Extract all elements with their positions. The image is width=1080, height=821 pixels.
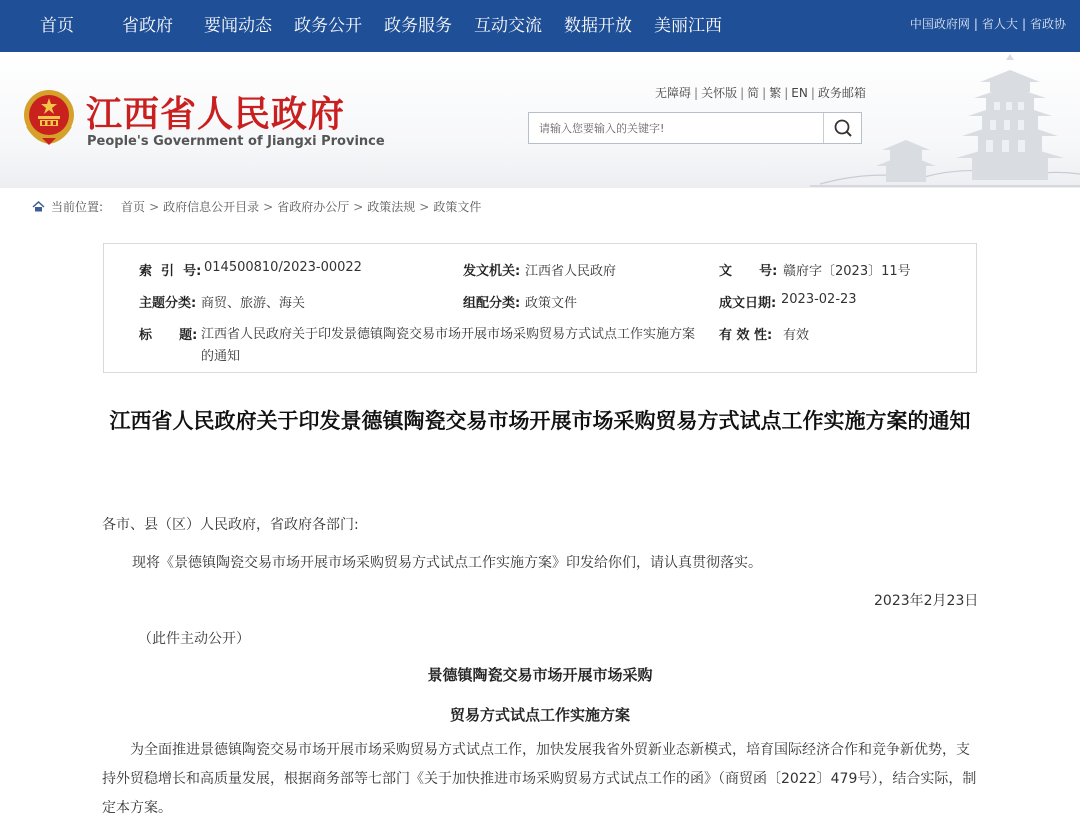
meta-issuer-value: 江西省人民政府 bbox=[525, 264, 617, 279]
document-metadata-table bbox=[103, 243, 977, 373]
plan-body-paragraph: 为全面推进景德镇陶瓷交易市场开展市场采购贸易方式试点工作，加快发展我省外贸新业态新模式，培育国际经济合作和竞争新优势，支持外贸稳增长和高质量发展，根据商务部等七部门《关于加快推进市场采购贸易方式试点工作的函》（商贸函〔2022〕479号），结合实际，制定本方案。 bbox=[102, 742, 977, 816]
meta-date-label: 成文日期: bbox=[719, 296, 777, 311]
meta-validity-value: 有效 bbox=[783, 328, 810, 343]
breadcrumb-label: 当前位置: bbox=[51, 200, 104, 214]
nav-item-beautiful-jiangxi[interactable]: 美丽江西 bbox=[654, 16, 722, 36]
nav-item-open-data[interactable]: 数据开放 bbox=[564, 16, 632, 36]
nav-item-government-services[interactable]: 政务服务 bbox=[384, 16, 452, 36]
meta-issuer-label: 发文机关: bbox=[463, 264, 521, 279]
intro-paragraph: 现将《景德镇陶瓷交易市场开展市场采购贸易方式试点工作实施方案》印发给你们，请认真贯彻落实。 bbox=[132, 555, 762, 571]
top-nav-bar bbox=[0, 0, 1080, 52]
breadcrumb-policy-documents[interactable]: 政策文件 bbox=[433, 200, 482, 214]
site-subtitle-english: People's Government of Jiangxi Province bbox=[87, 134, 385, 149]
public-release-note: （此件主动公开） bbox=[138, 631, 250, 647]
nav-item-home[interactable]: 首页 bbox=[40, 16, 74, 36]
link-accessibility[interactable]: 无障碍 bbox=[655, 86, 692, 100]
breadcrumb-home[interactable]: 首页 bbox=[121, 200, 146, 214]
pavilion-skyline-illustration bbox=[810, 52, 1080, 188]
document-title: 江西省人民政府关于印发景德镇陶瓷交易市场开展市场采购贸易方式试点工作实施方案的通知 bbox=[109, 409, 971, 433]
home-icon bbox=[32, 201, 45, 212]
plan-title-line-1: 景德镇陶瓷交易市场开展市场采购 bbox=[427, 666, 653, 684]
link-provincial-congress[interactable]: 省人大 bbox=[981, 17, 1018, 31]
meta-title-label: 标 题: bbox=[139, 328, 198, 343]
link-provincial-cppcc[interactable]: 省政协 bbox=[1029, 17, 1066, 31]
meta-index-value: 014500810/2023-00022 bbox=[204, 260, 362, 275]
content-page bbox=[14, 188, 1066, 821]
nav-item-provincial-government[interactable]: 省政府 bbox=[122, 16, 173, 36]
meta-docno-value: 赣府字〔2023〕11号 bbox=[783, 264, 911, 279]
meta-topic-label: 主题分类: bbox=[139, 296, 197, 311]
header-toolbar-links: 无障碍 | 关怀版 | 简 | 繁 | EN | 政务邮箱 bbox=[655, 86, 866, 100]
national-emblem-icon bbox=[22, 88, 76, 146]
nav-item-interaction[interactable]: 互动交流 bbox=[474, 16, 542, 36]
plan-title-line-2: 贸易方式试点工作实施方案 bbox=[449, 706, 630, 724]
meta-validity-label: 有 效 性: bbox=[719, 328, 773, 343]
link-china-gov[interactable]: 中国政府网 bbox=[909, 17, 970, 31]
meta-title-value: 江西省人民政府关于印发景德镇陶瓷交易市场开展市场采购贸易方式试点工作实施方案的通知 bbox=[201, 327, 696, 364]
meta-category-label: 组配分类: bbox=[463, 296, 521, 311]
site-header bbox=[0, 52, 1080, 188]
breadcrumb-separator: > bbox=[263, 200, 274, 214]
meta-date-value: 2023-02-23 bbox=[781, 292, 857, 307]
issue-date: 2023年2月23日 bbox=[874, 593, 979, 609]
meta-category-value: 政策文件 bbox=[525, 296, 578, 311]
salutation: 各市、县（区）人民政府，省政府各部门: bbox=[102, 517, 359, 533]
breadcrumb-policies[interactable]: 政策法规 bbox=[367, 200, 416, 214]
nav-item-government-affairs-open[interactable]: 政务公开 bbox=[294, 16, 362, 36]
link-traditional[interactable]: 繁 bbox=[769, 86, 782, 100]
nav-item-news[interactable]: 要闻动态 bbox=[204, 16, 272, 36]
meta-index-label: 索 引 号: bbox=[139, 264, 202, 279]
link-simplified[interactable]: 简 bbox=[747, 86, 760, 100]
meta-topic-value: 商贸、旅游、海关 bbox=[201, 296, 306, 311]
breadcrumb-general-office[interactable]: 省政府办公厅 bbox=[277, 200, 350, 214]
breadcrumb-separator: > bbox=[419, 200, 430, 214]
meta-docno-label: 文 号: bbox=[719, 264, 778, 279]
search-input[interactable] bbox=[529, 113, 823, 143]
link-english[interactable]: EN bbox=[791, 86, 808, 100]
breadcrumb bbox=[32, 198, 481, 215]
breadcrumb-separator: > bbox=[353, 200, 364, 214]
breadcrumb-info-directory[interactable]: 政府信息公开目录 bbox=[163, 200, 260, 214]
link-care-version[interactable]: 关怀版 bbox=[701, 86, 738, 100]
site-title[interactable]: 江西省人民政府 bbox=[86, 93, 346, 135]
breadcrumb-separator: > bbox=[149, 200, 160, 214]
quick-links: 中国政府网 | 省人大 | 省政协 bbox=[909, 17, 1066, 31]
link-gov-mailbox[interactable]: 政务邮箱 bbox=[817, 86, 866, 100]
